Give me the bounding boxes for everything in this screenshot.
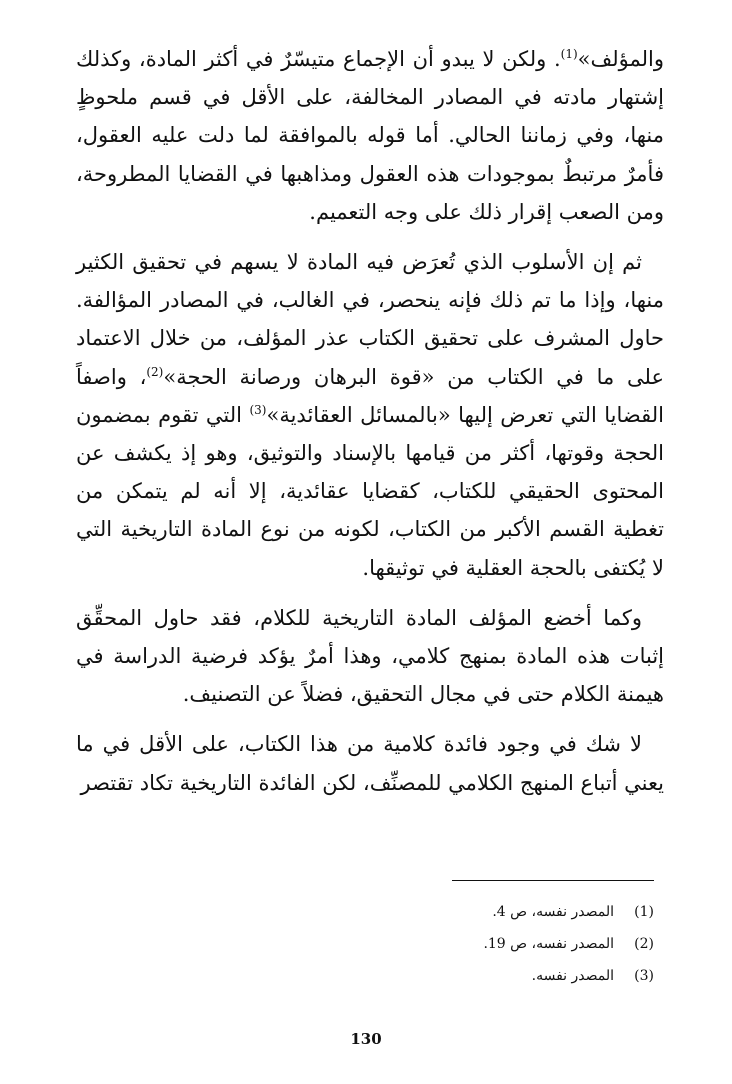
text-segment: التي تقوم بمضمون الحجة وقوتها، أكثر من قيامها بالإسناد والتوثيق، وهو إذ يكشف عن المحتوى الحقيقي للكتاب، كقضايا عقائدية، إلا أنه لم يتمكن من تغطية القسم الأكبر من الكتاب، لكونه من نوع المادة التاريخية التي لا يُكتفى بالحجة العقلية في توثيقها. [76,402,664,580]
footnote-number: (3) [634,968,654,984]
text-segment: لا شك في وجود فائدة كلامية من هذا الكتاب، على الأقل في ما يعني أتباع المنهج الكلامي للمصنِّف، لكن الفائدة التاريخية تكاد تقتصر [76,732,664,795]
paragraph-1 [76,40,664,231]
main-text [76,40,664,802]
footnote-2 [300,928,654,960]
paragraph-2 [76,243,664,587]
text-segment: ثم إن الأسلوب الذي تُعرَض فيه المادة لا يسهم في تحقيق الكثير منها، وإذا ما تم ذلك فإنه ينحصر، في الغالب، في المصادر المؤالفة. حاول المشرف على تحقيق الكتاب عذر المؤلف، من خلال الاعتماد على ما في الكتاب من «قوة البرهان ورصانة الحجة» [76,250,664,389]
footnote-separator [452,880,654,881]
footnote-1 [300,896,654,928]
footnote-3 [300,960,654,992]
footnote-number: (1) [634,904,654,920]
footnote-ref-2: (2) [146,364,164,379]
footnotes [300,896,654,992]
footnote-text: المصدر نفسه، ص 4. [492,904,614,920]
footnote-ref-1: (1) [560,47,578,61]
footnote-number: (2) [634,936,654,952]
paragraph-4 [76,725,664,801]
footnote-ref-3: (3) [249,402,267,417]
text-segment: والمؤلف» [577,47,664,71]
text-segment: ، واصفاً القضايا التي تعرض إليها «بالمسائل العقائدية» [76,364,664,427]
footnote-text: المصدر نفسه، ص 19. [483,936,614,952]
footnote-text: المصدر نفسه. [531,968,614,984]
text-segment: . ولكن لا يبدو أن الإجماع متيسّرٌ في أكثر المادة، وكذلك إشتهار مادته في المصادر المخالفة، على الأقل في قسم ملحوظٍ منها، وفي زماننا الحالي. أما قوله بالموافقة لما دلت عليه العقول، فأمرٌ مرتبطٌ بموجودات هذه العقول ومذاهبها في القضايا المطروحة، ومن الصعب إقرار ذلك على وجه التعميم. [76,47,664,224]
page-number: 130 [350,1030,382,1048]
paragraph-3 [76,599,664,714]
text-segment: وكما أخضع المؤلف المادة التاريخية للكلام، فقد حاول المحقِّق إثبات هذه المادة بمنهج كلامي، وهذا أمرٌ يؤكد فرضية الدراسة في هيمنة الكلام حتى في مجال التحقيق، فضلاً عن التصنيف. [76,605,664,707]
